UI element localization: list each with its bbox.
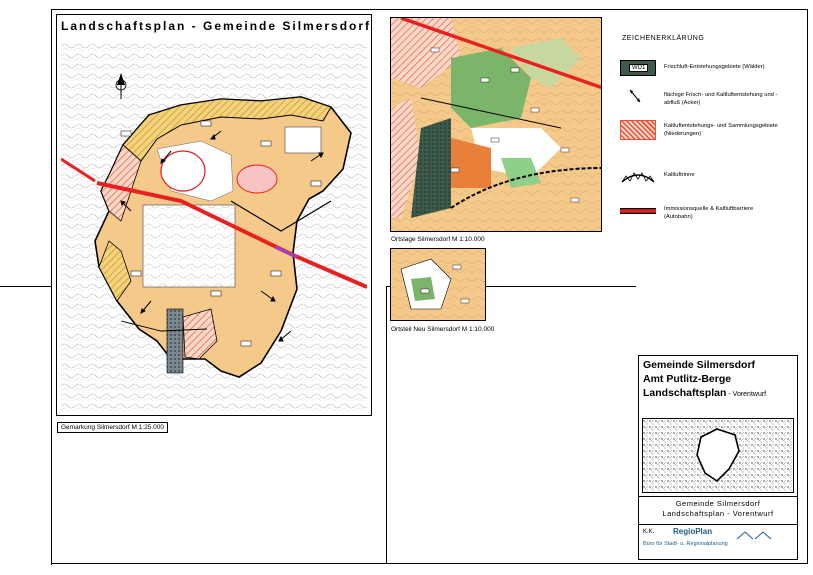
kaltluftrinne-icon (620, 168, 656, 184)
logo-brand: RegioPlan (673, 527, 713, 536)
inset-neu-svg (391, 249, 486, 321)
overview-map-svg (643, 419, 793, 492)
inset-neu-label: Ortsteil Neu Silmersdorf M 1:10.000 (391, 326, 495, 333)
inset-neu-map[interactable] (390, 248, 486, 321)
legend-barrier-symbol (620, 204, 656, 220)
fold-line-left (0, 286, 52, 287)
legend-hatch-symbol (620, 120, 656, 140)
legend-forest-symbol (620, 60, 656, 76)
barrier-line-icon (620, 205, 656, 217)
legend-text-barrier: Immissionsquelle & Kaltluftbarriere (Autobahn) (664, 206, 754, 220)
title-plan-suffix: - Vorentwurf (726, 391, 767, 398)
legend-forest-code: WD1 (629, 64, 648, 72)
title-line-municipality: Gemeinde Silmersdorf (643, 359, 756, 371)
title-line-plan (643, 387, 766, 401)
logo-row (639, 524, 797, 561)
legend-text-rinne: Kaltluftrinne (664, 172, 695, 178)
logo-small: K.K. (643, 529, 655, 535)
map-title: Landschaftsplan - Gemeinde Silmersdorf (61, 19, 372, 33)
double-arrow-icon (620, 88, 656, 106)
title-block-name-line1: Gemeinde Silmersdorf (675, 499, 761, 508)
legend-rinne-symbol (620, 168, 656, 184)
legend-arrow-symbol (620, 88, 656, 104)
overview-map (642, 418, 794, 493)
main-map[interactable] (61, 41, 367, 413)
logo-house-icon (735, 527, 773, 537)
fold-line-mid-vertical (386, 286, 387, 564)
title-block (638, 355, 798, 560)
legend-text-hatch: Kaltluftentstehungs- und Sammlungsgebiete (Niederungen) (664, 123, 778, 137)
title-block-divider (639, 496, 797, 497)
inset-village-svg (391, 18, 602, 232)
legend-title: ZEICHENERKLÄRUNG (622, 35, 705, 42)
scale-label: Gemarkung Silmersdorf M 1:25.000 (57, 422, 168, 433)
title-block-name-line2: Landschaftsplan - Vorentwurf (662, 509, 774, 518)
title-plan-text: Landschaftsplan (643, 387, 727, 399)
title-line-amt: Amt Putlitz-Berge (643, 373, 732, 385)
logo-roof-icon (735, 530, 773, 540)
legend-text-forest: Frischluft-Entstehungsgebiete (Wälder) (664, 64, 765, 70)
logo-tagline: Büro für Stadt- u. Regionalplanung (643, 541, 728, 547)
fold-line-left-vertical (51, 286, 52, 565)
main-map-frame (56, 14, 372, 416)
legend-text-arrow: flächige Frisch- und Kaltluftentstehung und -abfluß (Acker) (664, 92, 778, 106)
inset-village-label: Ortslage Silmersdorf M 1:10.000 (391, 236, 485, 243)
inset-village-map[interactable] (390, 17, 602, 232)
